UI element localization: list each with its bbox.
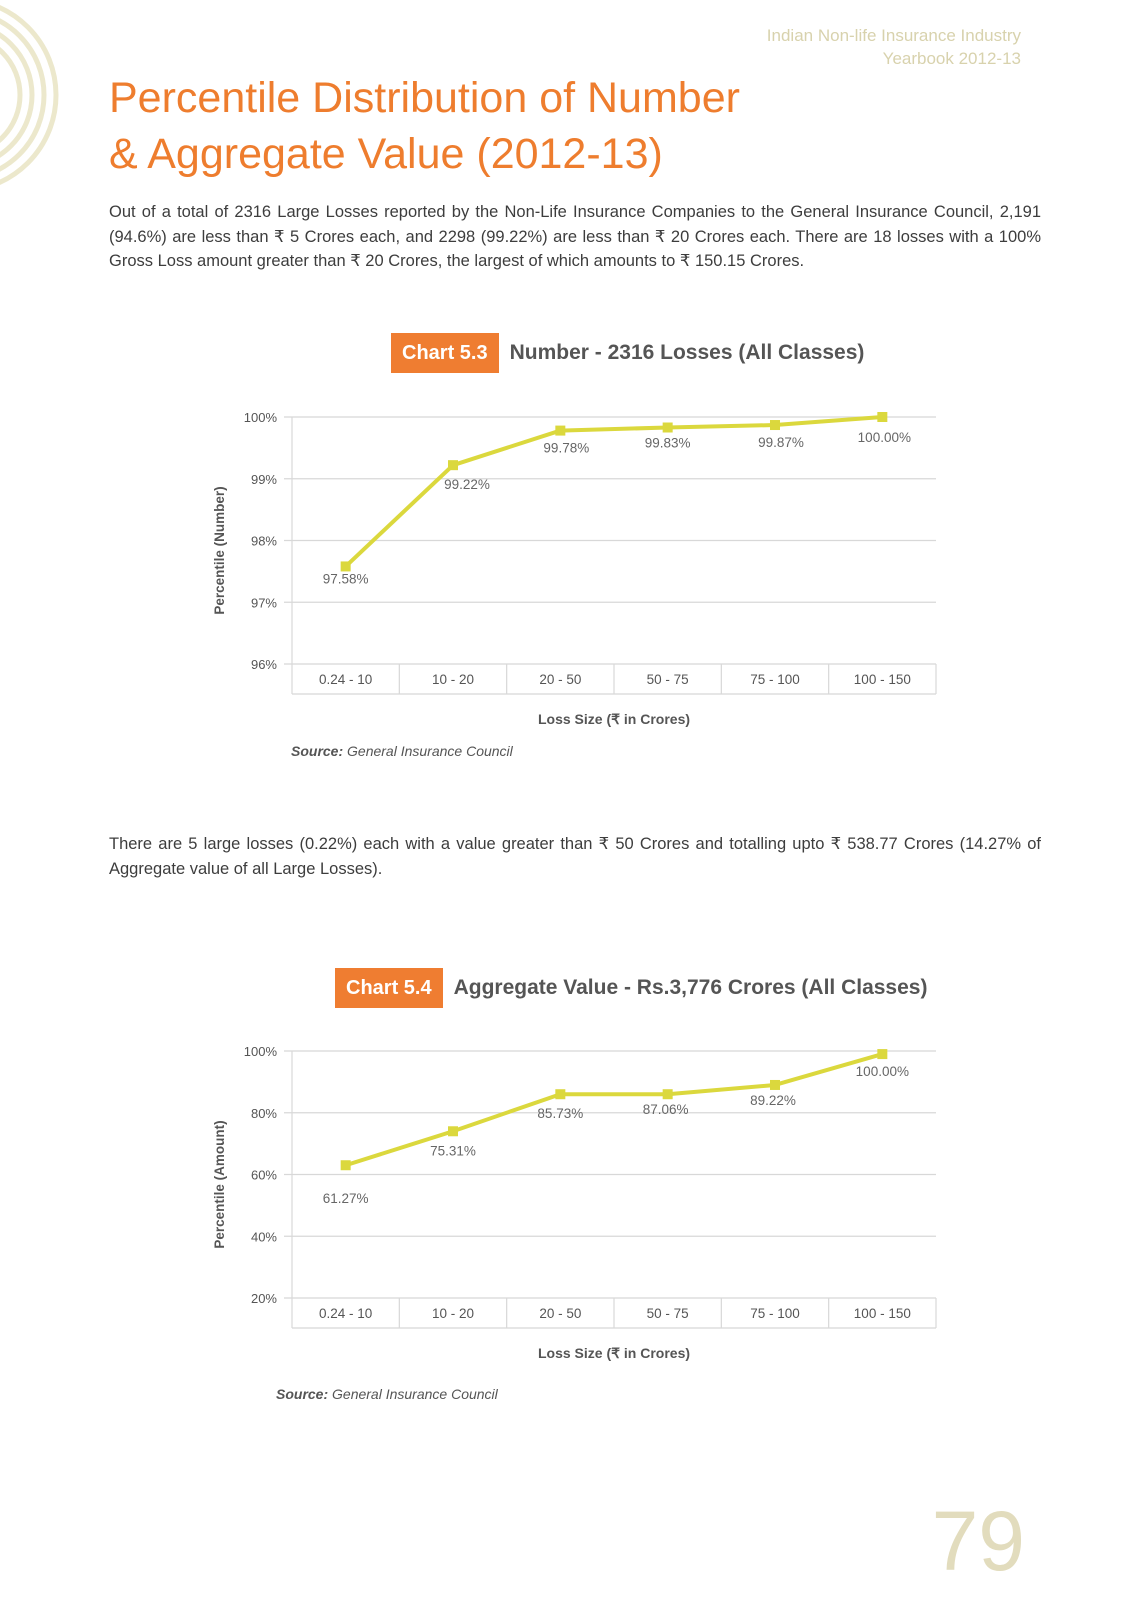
y-tick-label: 40% bbox=[250, 1229, 277, 1245]
chart-5-4-badge: Chart 5.4 bbox=[335, 968, 443, 1008]
x-tick-label: 75 - 100 bbox=[750, 1306, 800, 1321]
page-title-line-1: Percentile Distribution of Number bbox=[109, 74, 740, 122]
x-tick-label: 50 - 75 bbox=[646, 672, 689, 687]
x-tick-label: 0.24 - 10 bbox=[319, 1306, 373, 1321]
data-label: 99.87% bbox=[758, 435, 804, 451]
data-point bbox=[877, 412, 887, 422]
y-tick-label: 98% bbox=[250, 533, 277, 549]
chart-5-3-title bbox=[391, 333, 864, 373]
data-point bbox=[770, 420, 780, 430]
page-title bbox=[109, 70, 740, 182]
data-label: 61.27% bbox=[322, 1191, 369, 1207]
source-label: Source: bbox=[276, 1386, 329, 1402]
decorative-arcs bbox=[0, 0, 70, 230]
data-point bbox=[341, 1160, 351, 1170]
x-tick-label: 50 - 75 bbox=[646, 1306, 689, 1321]
data-label: 89.22% bbox=[750, 1092, 796, 1108]
x-tick-label: 10 - 20 bbox=[431, 672, 475, 687]
chart-5-4-source bbox=[276, 1386, 498, 1402]
y-tick-label: 99% bbox=[250, 471, 277, 487]
y-tick-label: 97% bbox=[250, 595, 277, 611]
data-label: 100.00% bbox=[857, 430, 911, 445]
data-label: 99.22% bbox=[444, 477, 490, 493]
data-point bbox=[555, 1089, 565, 1099]
x-tick-label: 100 - 150 bbox=[853, 1306, 911, 1321]
data-point bbox=[877, 1049, 887, 1059]
data-point bbox=[663, 1089, 673, 1099]
chart-5-4 bbox=[0, 1032, 1139, 1362]
y-tick-label: 100% bbox=[243, 1044, 277, 1059]
x-tick-label: 20 - 50 bbox=[539, 672, 582, 687]
header-line-2: Yearbook 2012-13 bbox=[882, 49, 1021, 68]
page-title-line-2: & Aggregate Value (2012-13) bbox=[109, 130, 663, 178]
y-tick-label: 96% bbox=[250, 657, 277, 672]
data-label: 99.83% bbox=[644, 435, 691, 451]
x-axis-title: Loss Size (₹ in Crores) bbox=[537, 711, 691, 727]
y-axis-title: Percentile (Number) bbox=[212, 486, 227, 615]
data-point bbox=[555, 426, 565, 436]
y-tick-label: 20% bbox=[250, 1291, 277, 1306]
chart-5-3-name: Number - 2316 Losses (All Classes) bbox=[509, 341, 865, 364]
data-label: 75.31% bbox=[430, 1143, 476, 1159]
page-number: 79 bbox=[931, 1494, 1025, 1588]
data-label: 85.73% bbox=[537, 1106, 584, 1122]
y-axis-title: Percentile (Amount) bbox=[212, 1120, 227, 1249]
x-tick-label: 0.24 - 10 bbox=[319, 672, 373, 687]
chart-5-3 bbox=[0, 398, 1139, 728]
intro-paragraph: Out of a total of 2316 Large Losses reported by the Non-Life Insurance Companies to the General Insurance Council, 2,191 (94.6%) are less than ₹ 5 Crores each, and 2298 (99.22%) are less than ₹ 20 Crores each. There are 18 losses with a 100% Gross Loss amount greater than ₹ 20 Crores, the largest of which amounts to ₹ 150.15 Crores. bbox=[109, 203, 1041, 270]
data-label: 100.00% bbox=[855, 1064, 909, 1080]
source-label: Source: bbox=[291, 743, 344, 759]
data-label: 99.78% bbox=[543, 440, 590, 456]
x-tick-label: 10 - 20 bbox=[431, 1306, 475, 1321]
data-label: 97.58% bbox=[322, 571, 369, 587]
x-tick-label: 75 - 100 bbox=[750, 672, 800, 687]
data-point bbox=[341, 561, 351, 571]
source-value: General Insurance Council bbox=[332, 1386, 498, 1402]
data-point bbox=[448, 1126, 458, 1136]
chart-5-4-title bbox=[335, 968, 927, 1008]
y-tick-label: 80% bbox=[250, 1105, 277, 1121]
data-point bbox=[663, 422, 673, 432]
chart-5-3-source bbox=[291, 743, 513, 759]
x-axis-title: Loss Size (₹ in Crores) bbox=[537, 1345, 691, 1361]
chart-5-3-badge: Chart 5.3 bbox=[391, 333, 499, 373]
data-point bbox=[448, 460, 458, 470]
y-tick-label: 100% bbox=[243, 410, 277, 425]
chart-5-4-name: Aggregate Value - Rs.3,776 Crores (All Classes) bbox=[453, 976, 928, 999]
running-header bbox=[767, 24, 1021, 70]
header-line-1: Indian Non-life Insurance Industry bbox=[766, 26, 1021, 45]
body-paragraph: There are 5 large losses (0.22%) each with a value greater than ₹ 50 Crores and totalling upto ₹ 538.77 Crores (14.27% of Aggregate value of all Large Losses). bbox=[109, 835, 1041, 878]
x-tick-label: 20 - 50 bbox=[539, 1306, 582, 1321]
y-tick-label: 60% bbox=[250, 1167, 277, 1183]
source-value: General Insurance Council bbox=[347, 743, 513, 759]
series-line bbox=[346, 1054, 883, 1165]
data-point bbox=[770, 1080, 780, 1090]
x-tick-label: 100 - 150 bbox=[853, 672, 911, 687]
data-label: 87.06% bbox=[642, 1102, 689, 1118]
